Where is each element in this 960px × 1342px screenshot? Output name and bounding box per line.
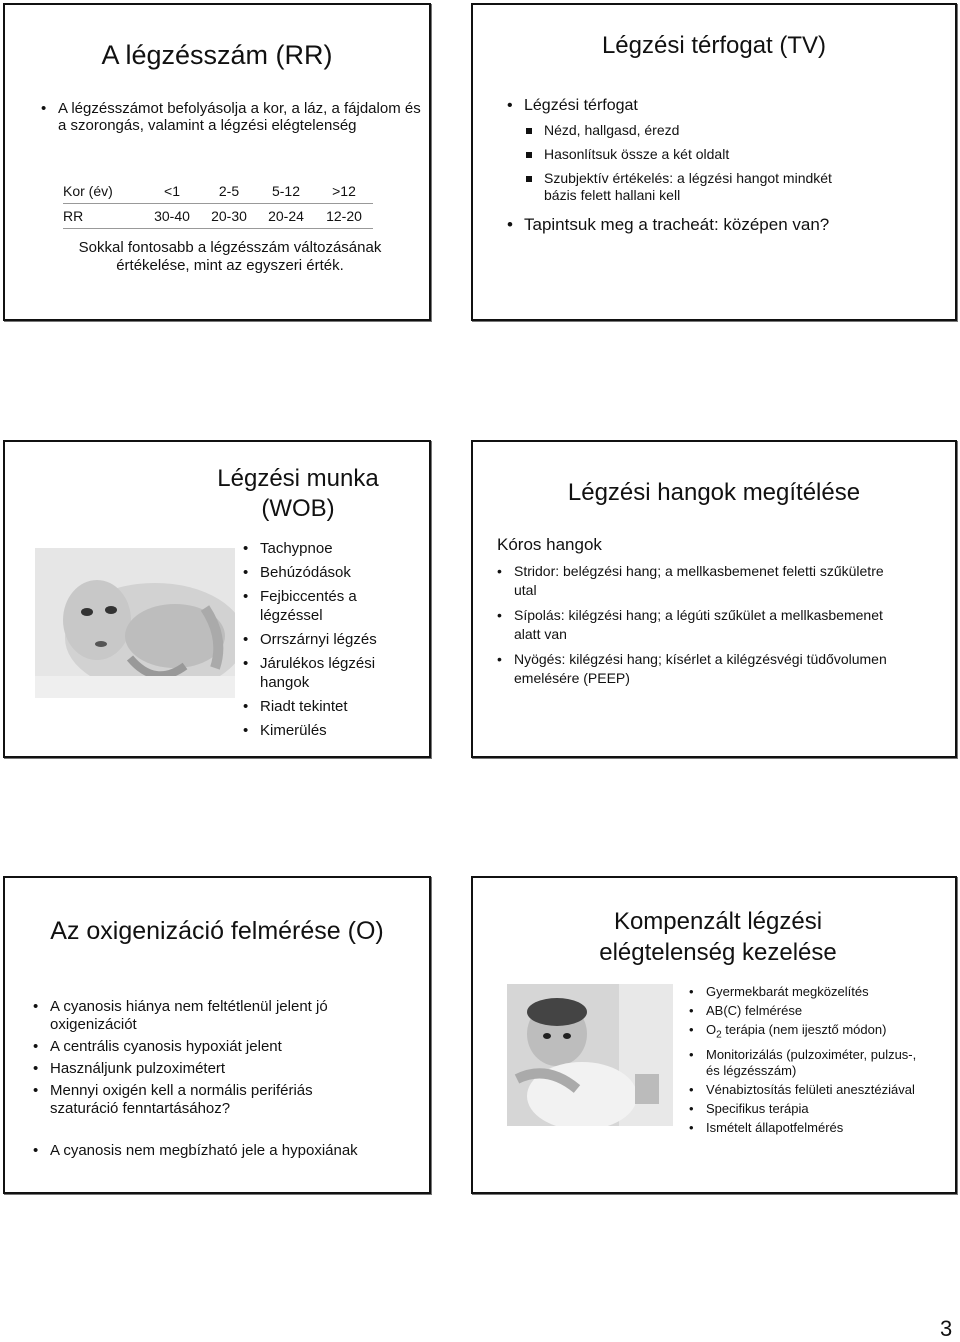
table-cell: 5-12	[257, 179, 315, 204]
slide-title: Légzési hangok megítélése	[567, 479, 861, 506]
wob-list	[243, 539, 413, 740]
slide-title	[193, 464, 403, 524]
slide-breath-sounds	[471, 440, 957, 758]
o2-subscript: 2	[716, 1029, 722, 1041]
slide-tidal-volume	[471, 3, 957, 321]
list-item: • Gyermekbarát megközelítés	[689, 984, 924, 1000]
slide-respiratory-rate	[3, 3, 431, 321]
list-item: • Tachypnoe	[243, 539, 413, 558]
list-item: • Orrszárnyi légzés	[243, 630, 413, 649]
slide-oxygenation	[3, 876, 431, 1194]
slide-work-of-breathing	[3, 440, 431, 758]
list-item: Nézd, hallgasd, érezd	[525, 122, 855, 139]
list-item: • Stridor: belégzési hang; a mellkasbemenet feletti szűkületre utal	[497, 562, 897, 600]
list-item: • Fejbiccentés a légzéssel	[243, 587, 413, 625]
oxygenation-list	[33, 998, 383, 1118]
infant-illustration	[35, 548, 235, 698]
table-cell: 12-20	[315, 204, 373, 229]
title-line: elégtelenség kezelése	[599, 939, 837, 966]
management-list	[689, 984, 924, 1136]
list-item: • A cyanosis hiánya nem feltétlenül jelent jó oxigenizációt	[33, 998, 383, 1034]
bullet-cyanosis-unreliable: • A cyanosis nem megbízható jele a hypoxiának	[33, 1142, 430, 1160]
bullet-trachea: • Tapintsuk meg a tracheát: középen van?	[507, 215, 864, 235]
rr-note: Sokkal fontosabb a légzésszám változásának értékelése, mint az egyszeri érték.	[78, 239, 382, 274]
list-item: • Specifikus terápia	[689, 1101, 924, 1117]
slide-title: Az oxigenizáció felmérése (O)	[50, 917, 384, 945]
title-line: Kompenzált légzési	[613, 908, 823, 935]
rr-table	[63, 179, 373, 229]
table-cell: 2-5	[201, 179, 257, 204]
list-item: Hasonlítsuk össze a két oldalt	[525, 146, 855, 163]
title-line: Légzési munka	[217, 465, 379, 492]
list-item: • Vénabiztosítás felületi anesztéziával	[689, 1082, 924, 1098]
list-item: • Behúzódások	[243, 563, 413, 582]
o2-prefix: O	[706, 1022, 717, 1037]
list-item-o2-therapy	[689, 1022, 924, 1044]
sub-list	[525, 122, 855, 204]
bullet-tidal-volume: • Légzési térfogat	[507, 96, 944, 115]
table-cell: <1	[143, 179, 201, 204]
infant-illustration	[507, 984, 673, 1126]
slide-compensated-failure	[471, 876, 957, 1194]
bullet-factors: • A légzésszámot befolyásolja a kor, a láz, a fájdalom és a szorongás, valamint a légzési elégtelenség	[41, 100, 428, 134]
list-item: • Használjunk pulzoximétert	[33, 1060, 383, 1078]
list-item: Szubjektív értékelés: a légzési hangot mindkét bázis felett hallani kell	[525, 170, 855, 204]
list-item: • Monitorizálás (pulzoximéter, pulzus-, és légzésszám)	[689, 1047, 924, 1079]
infant-photo	[35, 548, 235, 698]
table-cell: RR	[63, 204, 143, 229]
title-line: (WOB)	[261, 495, 335, 522]
sounds-list	[497, 562, 897, 688]
list-item: • Sípolás: kilégzési hang; a légúti szűkület a mellkasbemenet alatt van	[497, 606, 897, 644]
table-cell: 20-30	[201, 204, 257, 229]
table-cell: 30-40	[143, 204, 201, 229]
list-item: • Kimerülés	[243, 721, 413, 740]
slide-title: A légzésszám (RR)	[101, 40, 333, 70]
infant-with-caregiver-photo	[507, 984, 673, 1126]
table-cell: Kor (év)	[63, 179, 143, 204]
slide-title: Légzési térfogat (TV)	[601, 32, 827, 59]
list-item: • Nyögés: kilégzési hang; kísérlet a kilégzésvégi tüdővolumen emelésére (PEEP)	[497, 650, 897, 688]
page-number: 3	[940, 1316, 953, 1341]
list-item: • Ismételt állapotfelmérés	[689, 1120, 924, 1136]
table-row	[63, 204, 373, 229]
list-item: • AB(C) felmérése	[689, 1003, 924, 1019]
subtitle-abnormal-sounds: Kóros hangok	[497, 535, 602, 554]
table-cell: >12	[315, 179, 373, 204]
table-row	[63, 179, 373, 204]
list-item: • A centrális cyanosis hypoxiát jelent	[33, 1038, 383, 1056]
list-item: • Mennyi oxigén kell a normális perifériás szaturáció fenntartásához?	[33, 1082, 383, 1118]
list-item: • Riadt tekintet	[243, 697, 413, 716]
list-item: • Járulékos légzési hangok	[243, 654, 413, 692]
table-cell: 20-24	[257, 204, 315, 229]
o2-rest: terápia (nem ijesztő módon)	[721, 1022, 887, 1037]
slide-title	[533, 906, 903, 968]
